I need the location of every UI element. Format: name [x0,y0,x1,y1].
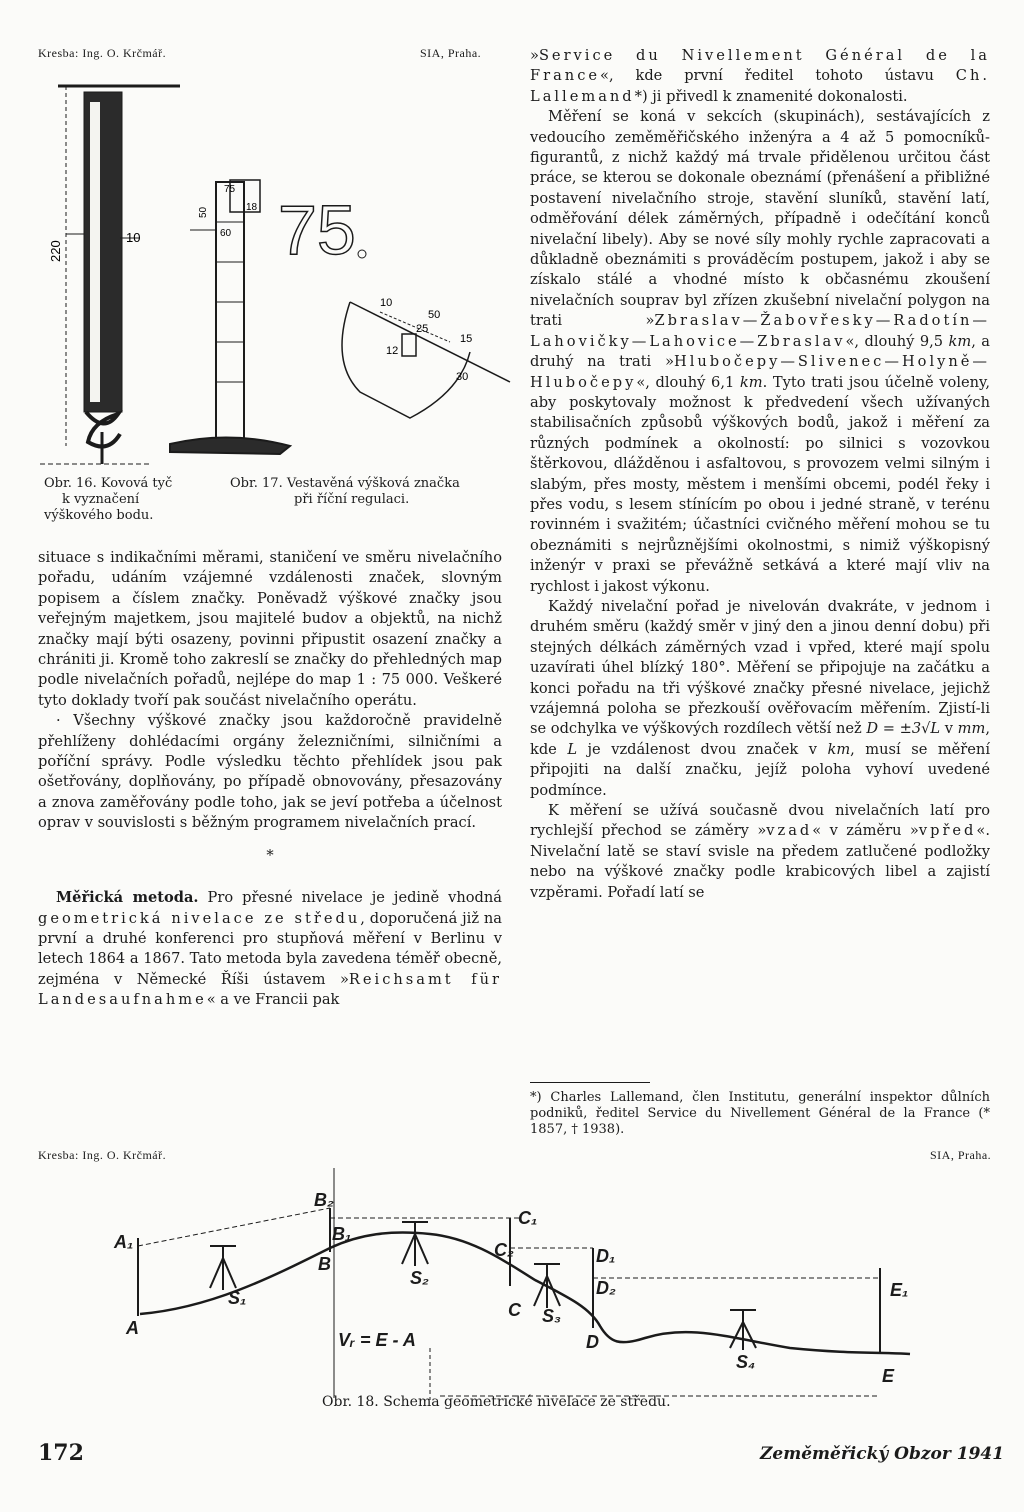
label-C2: C₂ [494,1240,514,1260]
r3-formula: D = ±3√L [866,720,941,738]
r2-e: . Tyto trati jsou účelně voleny, aby poskytovaly možnost k předvedení všech užívaných stabilisačních způsobů výškových bodů, jakož i měření za různých podmínek a okolností: po silnici s vozovkou štěrkovou, dlážděnou i asfaltovou, s provozem velmi silným i slabým, přes mosty, městem i menšími obcemi, podél řeky i přes vodu, s lesem stínícím po obou i jedné straně, v terénu rovinném i svažitém; účastníci cvičného měření mohou se tu obeznámiti s nejrůznějšími okolnostmi, s nimiž výškopisný inženýr v praxi se převážně setkává a které mají vliv na rychlost i jakost výkonu. [530,373,990,595]
label-B1: B₁ [332,1224,352,1244]
fig17-caption-line2: při říční regulaci. [294,492,410,507]
r1-a: » [530,47,539,64]
journal-title: Zeměměřický Obzor 1941 [760,1444,1005,1464]
r1-person: Ch. Lallemand [530,67,990,105]
fig16-caption-line2: k vyznačení [62,492,140,507]
section-heading: Měřická metoda. [56,889,199,907]
r2-b: «, dlouhý 9,5 [845,332,949,350]
r3-mm: mm [957,720,986,738]
footnote-rule [530,1082,650,1083]
label-S4: S₄ [736,1352,756,1372]
r3-d: je vzdálenost dvou značek v [577,740,828,758]
r3-km: km [827,740,851,758]
studio-credit-2: SIA, Praha. [930,1148,992,1162]
label-D: D [586,1332,599,1352]
r2-d: «, dlouhý 6,1 [636,373,740,391]
figure-16-17-drawing [30,62,520,472]
fig16-dim-220: 220 [48,240,63,262]
label-C: C [508,1300,521,1320]
right-paragraph-3 [530,597,990,801]
label-formula: Vᵣ = E - A [338,1330,416,1350]
r4-vzad: vzad [766,822,813,840]
figure-18-diagram [30,1168,1000,1408]
page-number: 172 [38,1440,84,1466]
label-S1: S₁ [228,1288,247,1308]
fig16-dim-10: 10 [126,230,141,245]
fig17-d30: 30 [456,371,469,383]
studio-credit: SIA, Praha. [420,46,482,60]
r2-route2: Hlubočepy—Slivenec—Holyně—Hlubočepy [530,353,990,391]
p3-text-c: « a ve Francii pak [206,991,340,1009]
instrument-S3-icon [534,1264,560,1308]
instrument-S4-icon [730,1310,756,1350]
left-column [38,548,502,1011]
left-paragraph-3 [38,888,502,1010]
label-E: E [882,1366,895,1386]
r3-e: , musí se měření připojiti na další značku, jejíž poloha vyhoví uvedené podmínce. [530,740,990,799]
r2-a: Měření se koná v sekcích (skupinách), sestávajících z vedoucího zeměměřičského inženýra a 4 až 5 pomocníků-figurantů, z nichž každý má trvale přidělenou určitou část práce, se kterou se dokonale obeznámí (přenášení a přibližné postavení nivelačního stroje, stavění sluníků, stavění latí, odměřování délek záměrných, případně i odečítání konců nivelační libely). Aby se nové síly mohly rychle zapracovati a důkladně obeznámiti s prováděcím postupem, jakož i aby se získalo stálé a vhodné místo k občasnému zkoušení nivelačních souprav byl zřízen zkušební nivelační polygon na trati » [530,108,990,330]
label-S2: S₂ [410,1268,429,1288]
drawing-credit-2: Kresba: Ing. O. Krčmář. [38,1148,167,1162]
fig16-rod [40,86,180,464]
fig17-d10: 10 [380,297,393,309]
fig16-caption-line3: výškového bodu. [44,508,154,523]
instrument-S1-icon [210,1246,236,1290]
r3-b: v [940,720,958,738]
left-paragraph-1: situace s indikačními měrami, staničení ve směru nivelačního pořadu, udáním vzájemné vzdálenosti značek, slovným popisem a číslem značky. Poněvadž výškové značky jsou veřejným majetkem, jsou majitelé budov a objektů, na nichž značky mají býti osazeny, povinni připustit osazení značky a chrániti ji. Kromě toho zakreslí se značky do přehledných map podle nivelačních pořadů, nejlépe do map 1 : 75 000. Veškeré tyto doklady tvoří pak součást nivelačního operátu. [38,549,502,709]
terrain-line [140,1233,910,1354]
fig17-d15: 15 [460,333,473,345]
r4-vpred: vpřed [918,822,977,840]
r2-km1: km [948,332,972,350]
p3-text-a: Pro přesné nivelace je jedině vhodná [198,889,503,907]
r2-c: , a druhý na trati » [530,332,990,371]
fig18-caption: Obr. 18. Schema geometrické nivelace ze středu. [322,1394,671,1410]
r4-a: K měření se užívá současně dvou nivelačních latí pro rychlejší přechod se záměry » [530,802,990,840]
r2-route1: Zbraslav—Žabovřesky—Radotín—Lahovičky—Lahovice—Zbraslav [530,312,990,350]
right-paragraph-4 [530,801,990,903]
label-S3: S₃ [542,1306,562,1326]
right-paragraph-1 [530,46,990,107]
fig17-caption-line1: Obr. 17. Vestavěná výšková značka [230,476,460,491]
section-asterisk: * [266,846,274,864]
fig17-detail [342,302,510,418]
r1-c: *) ji přivedl k znamenité dokonalosti. [634,87,908,105]
drawing-credit: Kresba: Ing. O. Krčmář. [38,46,167,60]
right-paragraph-2 [530,107,990,597]
p3-spaced-term: geometrická nivelace ze středu [38,909,361,927]
left-paragraph-2: · Všechny výškové značky jsou každoročně pravidelně přehlíženy dohlédacími orgány železničními, silničními a poříční správy. Podle výsledku těchto přehlídek jsou pak ošetřovány, doplňovány, po případě obnovovány, přesazovány a znova zaměřovány podle toho, jak se jeví potřeba a účelnost oprav v souvislosti s běžným programem nivelačních prací. [38,712,502,832]
fig16-caption [44,476,204,524]
r1-b: «, kde první ředitel tohoto ústavu [600,67,956,85]
fig17-d50: 50 [428,309,441,321]
r3-L: L [567,740,578,758]
fig17-d25: 25 [416,323,429,335]
label-E1: E₁ [890,1280,909,1300]
r4-c: «. Nivelační latě se staví svisle na předem zatlučené podložky nebo na výškové značky podle krabicových libel a zajistí vzpěrami. Pořadí latí se [530,822,990,901]
right-column [530,46,990,903]
fig17-n50: 50 [198,206,209,218]
r4-b: « v záměru » [812,822,919,840]
label-D1: D₁ [596,1246,616,1266]
r3-c: , kde [530,720,990,758]
p3-institute: Reichsamt für Landesaufnahme [38,970,502,1009]
label-B2: B₂ [314,1190,334,1210]
fig17-big-75: 75 [278,191,356,269]
label-D2: D₂ [596,1278,616,1298]
r1-institution: Service du Nivellement Général de la France [530,47,990,85]
fig17-d12: 12 [386,345,399,357]
fig16-caption-line1: Obr. 16. Kovová tyč [44,476,173,491]
label-B: B [318,1254,331,1274]
fig17-dot-icon [358,250,366,258]
r3-a: Každý nivelační pořad je nivelován dvakráte, v jednom i druhém směru (každý směr v jiný den a jinou denní dobu) při stejných délkách záměrných vzad i vpřed, které mají spolu uzavírati úhel blízký 180°. Měření se připojuje na začátku a konci pořadu na tři výškové značky přesné nivelace, jejichž vzájemná poloha se přezkouší ověřovacím měřením. Zjistí-li se odchylka ve výškových rozdílech větší než [530,597,990,738]
instrument-S2-icon [402,1222,428,1266]
label-C1: C₁ [518,1208,538,1228]
footnote: *) Charles Lallemand, člen Institutu, generální inspektor důlních podniků, ředitel Service du Nivellement Général de la France (* 1857, † 1938). [530,1090,990,1137]
fig17-caption [230,476,510,508]
fig17-n75: 75 [224,184,236,195]
p3-text-b: , doporučená již na první a druhé konferenci pro stupňová měření v Berlinu v letech 1864 a 1867. Tato metoda byla zavedena téměř obecně, zejména v Německé Říši ústavem » [38,909,502,988]
fig17-n18: 18 [246,202,258,213]
fig17-n60: 60 [220,228,232,239]
label-A1: A₁ [114,1232,134,1252]
label-A: A [126,1318,139,1338]
fig17-post [170,180,290,454]
r2-km2: km [739,373,763,391]
